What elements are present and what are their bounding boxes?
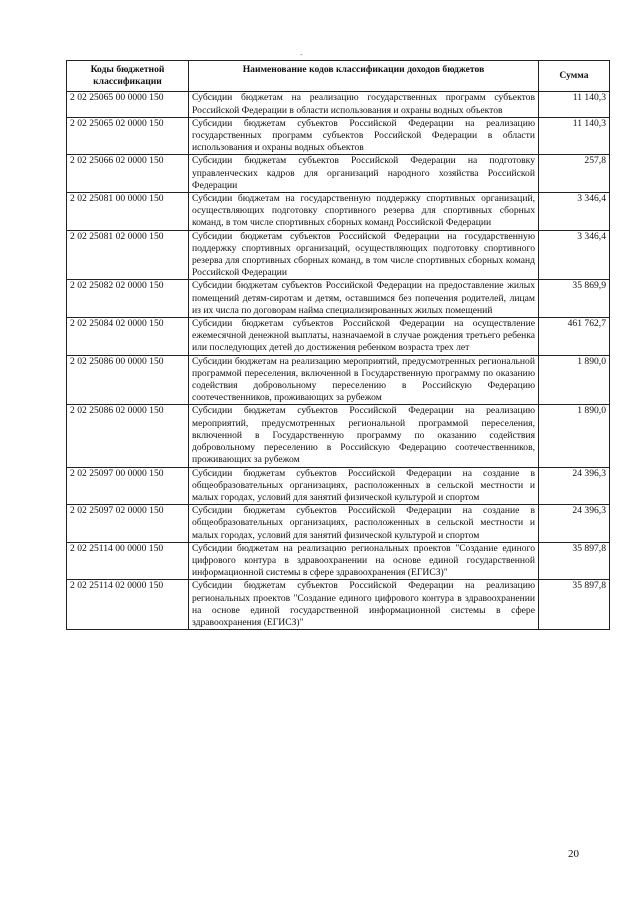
table-row — [67, 467, 610, 505]
amount: 1 890,0 — [539, 355, 610, 405]
table-header-row — [67, 61, 610, 92]
budget-code: 2 02 25084 02 0000 150 — [67, 318, 189, 356]
revenue-name: Субсидии бюджетам на реализацию государственных программ субъектов Российской Федерации в области использования и охраны водных объектов — [189, 92, 539, 117]
table-row — [67, 280, 610, 318]
budget-code: 2 02 25114 02 0000 150 — [67, 580, 189, 630]
revenue-name: Субсидии бюджетам на реализацию мероприятий, предусмотренных региональной программой переселения, включенной в Государственную программу по оказанию содействия добровольному переселению в Российскую Федерацию соотечественников, проживающих за рубежом — [189, 355, 539, 405]
table-row — [67, 355, 610, 405]
amount: 24 396,3 — [539, 467, 610, 505]
amount: 461 762,7 — [539, 318, 610, 356]
page-number: 20 — [568, 848, 579, 860]
budget-code: 2 02 25086 02 0000 150 — [67, 405, 189, 467]
budget-revenue-table — [66, 60, 610, 630]
scan-mark: - — [300, 50, 303, 59]
amount: 257,8 — [539, 155, 610, 193]
budget-code: 2 02 25066 02 0000 150 — [67, 155, 189, 193]
amount: 11 140,3 — [539, 92, 610, 117]
table-row — [67, 318, 610, 356]
header-codes: Коды бюджетной классификации — [67, 61, 189, 92]
amount: 3 346,4 — [539, 230, 610, 280]
amount: 35 897,8 — [539, 542, 610, 580]
budget-code: 2 02 25097 02 0000 150 — [67, 505, 189, 543]
revenue-name: Субсидии бюджетам субъектов Российской Федерации на предоставление жилых помещений детям-сиротам и детям, оставшимся без попечения родителей, лицам из их числа по договорам найма специализированных жилых помещений — [189, 280, 539, 318]
table-row — [67, 155, 610, 193]
budget-code: 2 02 25097 00 0000 150 — [67, 467, 189, 505]
budget-code: 2 02 25114 00 0000 150 — [67, 542, 189, 580]
amount: 35 869,9 — [539, 280, 610, 318]
budget-code: 2 02 25065 02 0000 150 — [67, 117, 189, 155]
revenue-name: Субсидии бюджетам субъектов Российской Федерации на создание в общеобразовательных организациях, расположенных в сельской местности и малых городах, условий для занятий физической культурой и спортом — [189, 467, 539, 505]
budget-code: 2 02 25065 00 0000 150 — [67, 92, 189, 117]
table-row — [67, 117, 610, 155]
table-row — [67, 542, 610, 580]
revenue-name: Субсидии бюджетам субъектов Российской Федерации на подготовку управленческих кадров для организаций народного хозяйства Российской Федерации — [189, 155, 539, 193]
revenue-name: Субсидии бюджетам субъектов Российской Федерации на реализацию мероприятий, предусмотренных региональной программой переселения, включенной в Государственную программу по оказанию содействия добровольному переселению в Российскую Федерацию соотечественников, проживающих за рубежом — [189, 405, 539, 467]
budget-code: 2 02 25081 00 0000 150 — [67, 193, 189, 231]
table-row — [67, 193, 610, 231]
revenue-name: Субсидии бюджетам на государственную поддержку спортивных организаций, осуществляющих подготовку спортивного резерва для спортивных сборных команд, в том числе спортивных сборных команд Российской Федерации — [189, 193, 539, 231]
amount: 35 897,8 — [539, 580, 610, 630]
amount: 3 346,4 — [539, 193, 610, 231]
revenue-name: Субсидии бюджетам субъектов Российской Федерации на реализацию государственных программ субъектов Российской Федерации в области использования и охраны водных объектов — [189, 117, 539, 155]
table-row — [67, 580, 610, 630]
budget-code: 2 02 25082 02 0000 150 — [67, 280, 189, 318]
budget-code: 2 02 25081 02 0000 150 — [67, 230, 189, 280]
budget-code: 2 02 25086 00 0000 150 — [67, 355, 189, 405]
amount: 1 890,0 — [539, 405, 610, 467]
amount: 24 396,3 — [539, 505, 610, 543]
header-name: Наименование кодов классификации доходов бюджетов — [189, 61, 539, 92]
revenue-name: Субсидии бюджетам на реализацию региональных проектов "Создание единого цифрового контура в здравоохранении на основе единой государственной информационной системы в сфере здравоохранения (ЕГИСЗ)" — [189, 542, 539, 580]
revenue-name: Субсидии бюджетам субъектов Российской Федерации на государственную поддержку спортивных организаций, осуществляющих подготовку спортивного резерва для спортивных сборных команд, в том числе спортивных сборных команд Российской Федерации — [189, 230, 539, 280]
revenue-name: Субсидии бюджетам субъектов Российской Федерации на осуществление ежемесячной денежной выплаты, назначаемой в случае рождения третьего ребенка или последующих детей до достижения ребенком возраста трех лет — [189, 318, 539, 356]
amount: 11 140,3 — [539, 117, 610, 155]
table-row — [67, 92, 610, 117]
revenue-name: Субсидии бюджетам субъектов Российской Федерации на создание в общеобразовательных организациях, расположенных в сельской местности и малых городах, условий для занятий физической культурой и спортом — [189, 505, 539, 543]
table-row — [67, 230, 610, 280]
table-row — [67, 505, 610, 543]
revenue-name: Субсидии бюджетам субъектов Российской Федерации на реализацию региональных проектов "Создание единого цифрового контура в здравоохранении на основе единой государственной информационной системы в сфере здравоохранения (ЕГИСЗ)" — [189, 580, 539, 630]
header-sum: Сумма — [539, 61, 610, 92]
table-row — [67, 405, 610, 467]
